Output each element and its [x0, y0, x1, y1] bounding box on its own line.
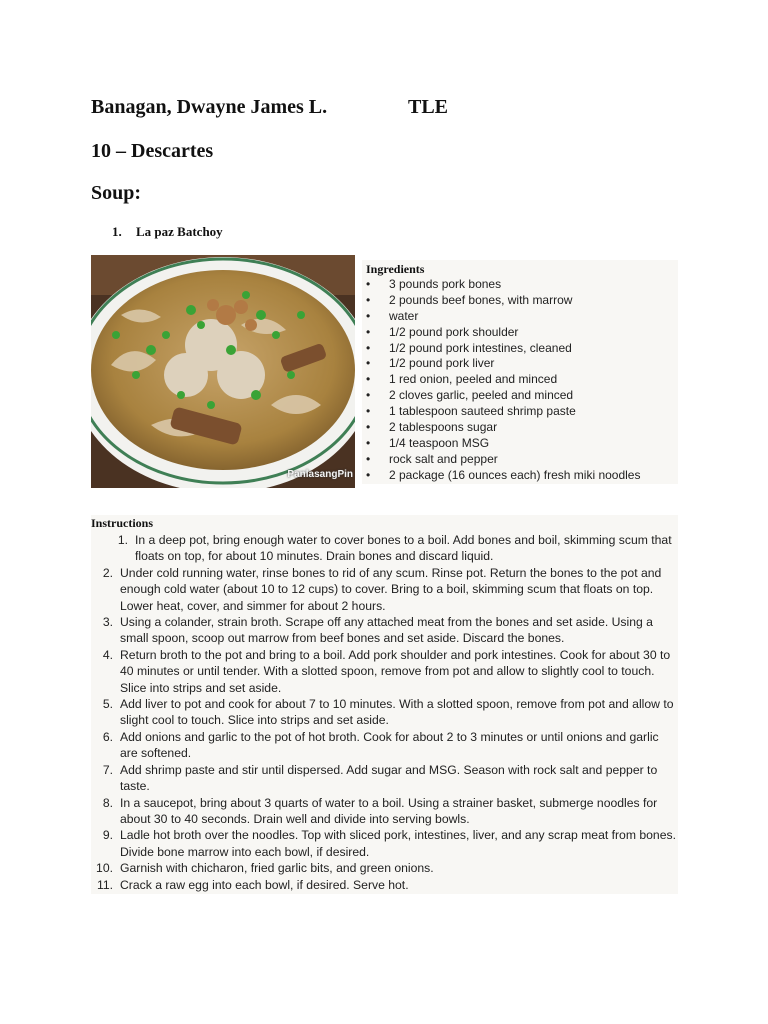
ingredients-title: Ingredients: [366, 262, 425, 276]
batchoy-bowl-image: [91, 255, 355, 488]
instructions-title: Instructions: [91, 516, 154, 530]
instruction-step: [91, 614, 678, 647]
instruction-step: [91, 860, 678, 876]
ingredient-item: • 2 tablespoons sugar: [362, 420, 640, 436]
instructions-list: [91, 532, 678, 893]
student-name-line: [91, 96, 449, 119]
ingredient-item: • 1/4 teaspoon MSG: [362, 436, 640, 452]
step-text: Crack a raw egg into each bowl, if desired. Serve hot.: [120, 877, 409, 892]
recipe-title: [112, 224, 223, 240]
step-text: Add onions and garlic to the pot of hot broth. Cook for about 2 to 3 minutes or until onions and garlic are softened.: [120, 729, 659, 761]
instruction-step: [91, 532, 678, 565]
ingredient-item: • water: [362, 309, 640, 325]
ingredient-item: • 1/2 pound pork liver: [362, 356, 640, 372]
step-number: 1.: [117, 533, 128, 547]
ingredient-item: • 1 tablespoon sauteed shrimp paste: [362, 404, 640, 420]
class-section: 10 – Descartes: [91, 140, 214, 162]
step-number: 10.: [96, 861, 113, 876]
ingredient-item: • rock salt and pepper: [362, 452, 640, 468]
step-text: Garnish with chicharon, fried garlic bits, and green onions.: [120, 861, 434, 876]
ingredients-list: [362, 277, 640, 484]
ingredient-item: • 1/2 pound pork intestines, cleaned: [362, 341, 640, 357]
instruction-step: [91, 647, 678, 696]
step-number: 4.: [102, 647, 113, 662]
photo-watermark: PanlasangPin: [287, 469, 353, 480]
recipe-number: 1.: [112, 224, 122, 239]
step-text: In a saucepot, bring about 3 quarts of water to a boil. Using a strainer basket, submerge noodles for about 30 to 40 seconds. Drain well and divide into serving bowls.: [120, 795, 658, 826]
instruction-step: [91, 827, 678, 860]
ingredient-item: • 3 pounds pork bones: [362, 277, 640, 293]
step-text: Under cold running water, rinse bones to rid of any scum. Rinse pot. Return the bones to the pot and enough cold water (about 10 to 12 cups) to cover. Bring to a boil, skimming scum that floats on top. Lower heat, cover, and simmer for about 2 hours.: [120, 565, 662, 613]
student-name: Banagan, Dwayne James L.: [91, 96, 328, 118]
step-number: 3.: [102, 615, 113, 630]
step-text: Using a colander, strain broth. Scrape off any attached meat from the bones and set aside. Using a small spoon, scoop out marrow from beef bones and set aside. Discard the bones.: [120, 615, 653, 646]
ingredient-item: • 1 red onion, peeled and minced: [362, 372, 640, 388]
instruction-step: [91, 762, 678, 795]
step-number: 9.: [102, 828, 113, 843]
step-number: 7.: [102, 762, 113, 777]
step-number: 6.: [102, 729, 113, 744]
instruction-step: [91, 565, 678, 614]
ingredient-item: • 2 cloves garlic, peeled and minced: [362, 388, 640, 404]
instruction-step: [91, 795, 678, 828]
ingredient-item: • 1/2 pound pork shoulder: [362, 325, 640, 341]
ingredient-item: • 2 package (16 ounces each) fresh miki noodles: [362, 468, 640, 484]
instructions-panel: [91, 515, 678, 894]
recipe-title-text: La paz Batchoy: [136, 224, 223, 239]
step-number: 8.: [102, 795, 113, 810]
instruction-step: [91, 696, 678, 729]
step-text: Add liver to pot and cook for about 7 to 10 minutes. With a slotted spoon, remove from pot and allow to slight cool to touch. Slice into strips and set aside.: [120, 697, 674, 728]
step-number: 11.: [96, 877, 113, 892]
step-text: Add shrimp paste and stir until dispersed. Add sugar and MSG. Season with rock salt and pepper to taste.: [120, 762, 658, 794]
step-text: Ladle hot broth over the noodles. Top with sliced pork, intestines, liver, and any scrap meat from bones. Divide bone marrow into each bowl, if desired.: [120, 828, 676, 859]
step-number: 5.: [102, 697, 113, 712]
subject-label: TLE: [408, 96, 449, 118]
step-text: Return broth to the pot and bring to a boil. Add pork shoulder and pork intestines. Cook for about 30 to 40 minutes or until tender. With a slotted spoon, remove from pot and allow to slightly cool to touch. Slice into strips and set aside.: [120, 647, 671, 695]
ingredients-panel: [362, 260, 678, 484]
soup-photo: [91, 255, 355, 488]
step-text: In a deep pot, bring enough water to cover bones to a boil. Add bones and boil, skimming scum that floats on top, for about 10 minutes. Drain bones and discard liquid.: [135, 533, 672, 564]
ingredient-item: • 2 pounds beef bones, with marrow: [362, 293, 640, 309]
step-number: 2.: [102, 565, 113, 580]
section-heading: Soup:: [91, 182, 142, 204]
instruction-step: [91, 729, 678, 762]
instruction-step: [91, 877, 678, 893]
